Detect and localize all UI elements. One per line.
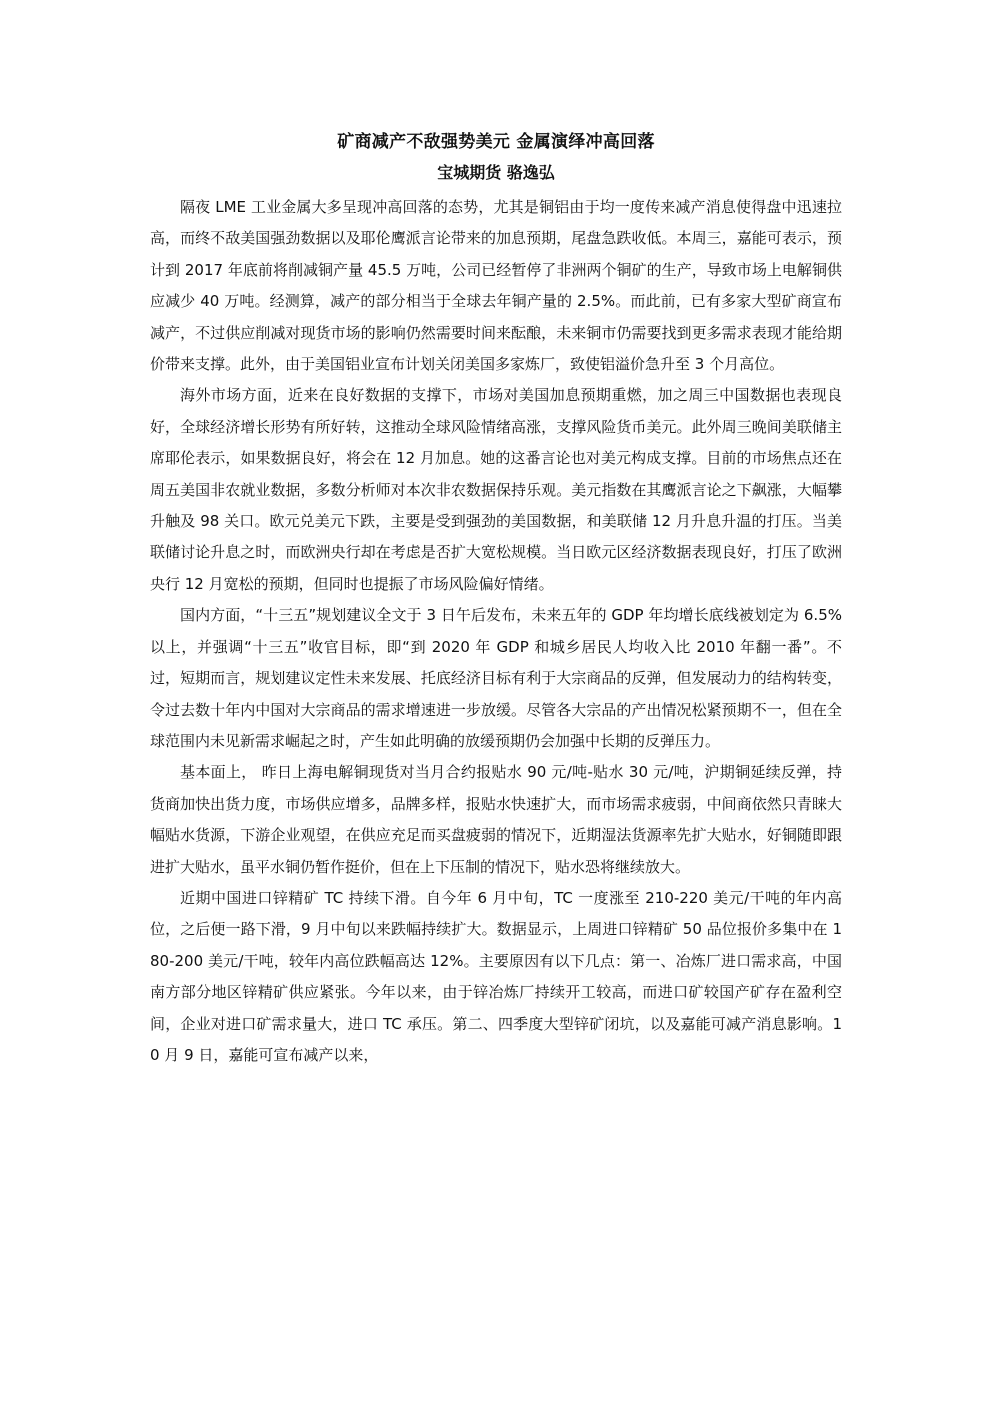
document-author: 宝城期货 骆逸弘: [437, 163, 555, 182]
document-body: [150, 192, 842, 1071]
document-title: 矿商减产不敌强势美元 金属演绎冲高回落: [337, 132, 655, 152]
paragraph-5: 近期中国进口锌精矿 TC 持续下滑。自今年 6 月中旬，TC 一度涨至 210-220 美元/干吨的年内高位，之后便一路下滑，9 月中旬以来跌幅持续扩大。数据显示，上周进口锌精矿 50 品位报价多集中在 180-200 美元/干吨，较年内高位跌幅高达 12%。主要原因有以下几点：第一、冶炼厂进口需求高，中国南方部分地区锌精矿供应紧张。今年以来，由于锌冶炼厂持续开工较高，而进口矿较国产矿存在盈利空间，企业对进口矿需求量大，进口 TC 承压。第二、四季度大型锌矿闭坑，以及嘉能可减产消息影响。10 月 9 日，嘉能可宣布减产以来，: [150, 888, 842, 1064]
paragraph-4: 基本面上， 昨日上海电解铜现货对当月合约报贴水 90 元/吨-贴水 30 元/吨，沪期铜延续反弹，持货商加快出货力度，市场供应增多，品牌多样，报贴水快速扩大，而市场需求疲弱，中间商依然只青睐大幅贴水货源，下游企业观望，在供应充足而买盘疲弱的情况下，近期湿法货源率先扩大贴水，好铜随即跟进扩大贴水，虽平水铜仍暂作挺价，但在上下压制的情况下，贴水恐将继续放大。: [150, 763, 842, 876]
paragraph-3: 国内方面，“十三五”规划建议全文于 3 日午后发布，未来五年的 GDP 年均增长底线被划定为 6.5%以上，并强调“十三五”收官目标，即“到 2020 年 GDP 和城乡居民人均收入比 2010 年翻一番”。不过，短期而言，规划建议定性未来发展、托底经济目标有利于大宗商品的反弹，但发展动力的结构转变，令过去数十年内中国对大宗商品的需求增速进一步放缓。尽管各大宗品的产出情况松紧预期不一，但在全球范围内未见新需求崛起之时，产生如此明确的放缓预期仍会加强中长期的反弹压力。: [150, 606, 842, 750]
paragraph-1: 隔夜 LME 工业金属大多呈现冲高回落的态势，尤其是铜铝由于均一度传来减产消息使得盘中迅速拉高，而终不敌美国强劲数据以及耶伦鹰派言论带来的加息预期，尾盘急跌收低。本周三，嘉能可表示，预计到 2017 年底前将削减铜产量 45.5 万吨，公司已经暂停了非洲两个铜矿的生产，导致市场上电解铜供应减少 40 万吨。经测算，减产的部分相当于全球去年铜产量的 2.5%。而此前，已有多家大型矿商宣布减产，不过供应削减对现货市场的影响仍然需要时间来酝酿，未来铜市仍需要找到更多需求表现才能给期价带来支撑。此外，由于美国铝业宣布计划关闭美国多家炼厂，致使铝溢价急升至 3 个月高位。: [150, 198, 842, 374]
paragraph-2: 海外市场方面，近来在良好数据的支撑下，市场对美国加息预期重燃，加之周三中国数据也表现良好，全球经济增长形势有所好转，这推动全球风险情绪高涨，支撑风险货币美元。此外周三晚间美联储主席耶伦表示，如果数据良好，将会在 12 月加息。她的这番言论也对美元构成支撑。目前的市场焦点还在周五美国非农就业数据，多数分析师对本次非农数据保持乐观。美元指数在其鹰派言论之下飙涨，大幅攀升触及 98 关口。欧元兑美元下跌，主要是受到强劲的美国数据，和美联储 12 月升息升温的打压。当美联储讨论升息之时，而欧洲央行却在考虑是否扩大宽松规模。当日欧元区经济数据表现良好，打压了欧洲央行 12 月宽松的预期，但同时也提振了市场风险偏好情绪。: [150, 386, 842, 593]
